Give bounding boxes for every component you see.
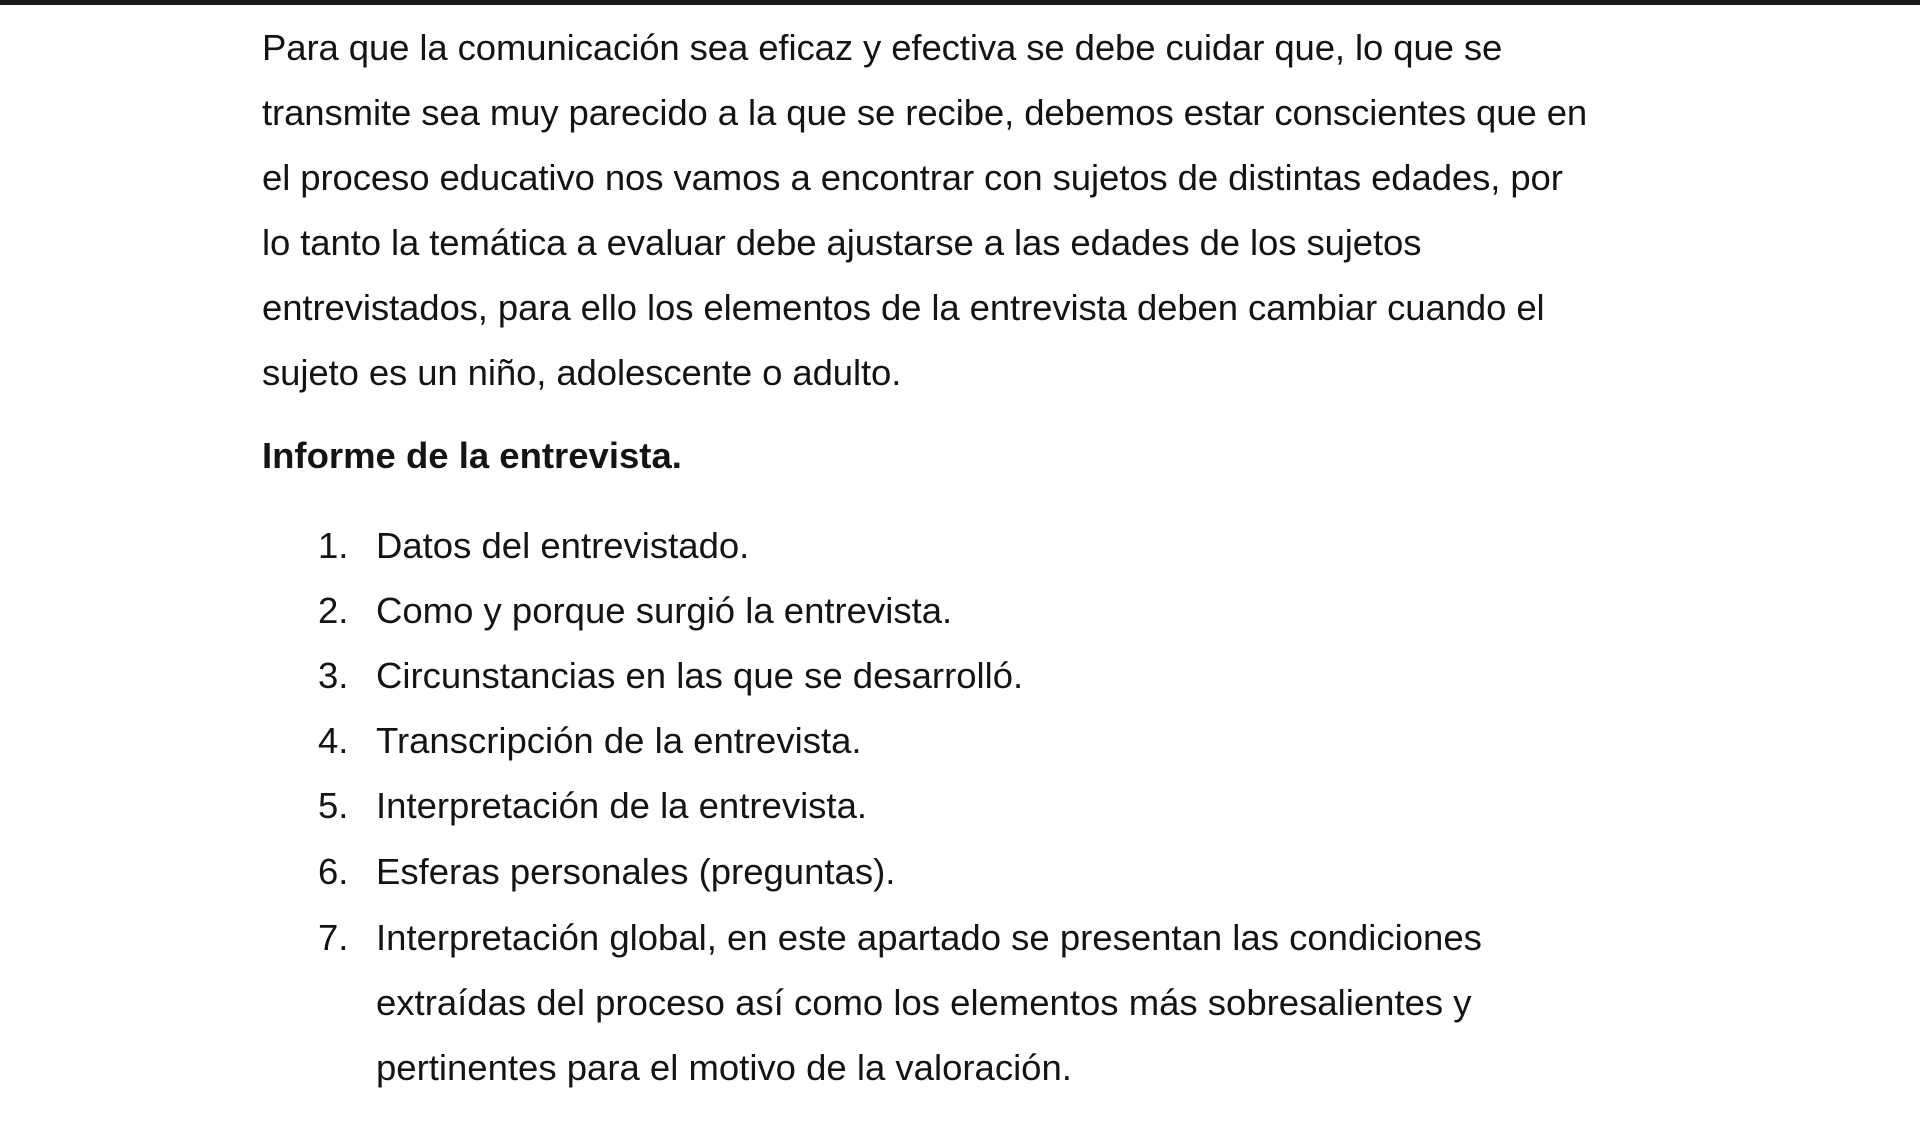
paragraph-line: el proceso educativo nos vamos a encontrar con sujetos de distintas edades, por xyxy=(262,157,1563,198)
paragraph-line: entrevistados, para ello los elementos de la entrevista deben cambiar cuando el xyxy=(262,287,1545,328)
list-text-line: Datos del entrevistado. xyxy=(376,525,750,566)
list-text xyxy=(376,773,867,838)
list-text-line: pertinentes para el motivo de la valoración. xyxy=(376,1047,1072,1088)
list-number: 5. xyxy=(318,785,349,826)
list-number: 1. xyxy=(318,525,349,566)
list-text xyxy=(376,839,895,904)
list-number: 6. xyxy=(318,851,349,892)
list-text-line: Interpretación de la entrevista. xyxy=(376,785,868,826)
section-heading: Informe de la entrevista. xyxy=(262,435,682,476)
list-number: 2. xyxy=(318,590,349,631)
list-number: 4. xyxy=(318,720,349,761)
list-text-line: Circunstancias en las que se desarrolló. xyxy=(376,655,1024,696)
body-paragraph xyxy=(262,15,1702,405)
list-text-line: Interpretación global, en este apartado se presentan las condiciones xyxy=(376,917,1482,958)
list-number: 3. xyxy=(318,655,349,696)
list-text-line: Transcripción de la entrevista. xyxy=(376,720,862,761)
list-text xyxy=(376,708,862,773)
paragraph-line: lo tanto la temática a evaluar debe ajustarse a las edades de los sujetos xyxy=(262,222,1422,263)
list-text-line: Esferas personales (preguntas). xyxy=(376,851,896,892)
list-text xyxy=(376,513,749,578)
document-page xyxy=(262,0,1742,1129)
paragraph-line: Para que la comunicación sea eficaz y efectiva se debe cuidar que, lo que se xyxy=(262,27,1503,68)
list-text-line: extraídas del proceso así como los elementos más sobresalientes y xyxy=(376,982,1472,1023)
list-text-line: Como y porque surgió la entrevista. xyxy=(376,590,953,631)
list-text xyxy=(376,578,952,643)
list-text xyxy=(376,643,1023,708)
paragraph-line: transmite sea muy parecido a la que se recibe, debemos estar conscientes que en xyxy=(262,92,1588,133)
list-text xyxy=(376,905,1482,1100)
list-number: 7. xyxy=(318,917,349,958)
paragraph-line: sujeto es un niño, adolescente o adulto. xyxy=(262,352,902,393)
